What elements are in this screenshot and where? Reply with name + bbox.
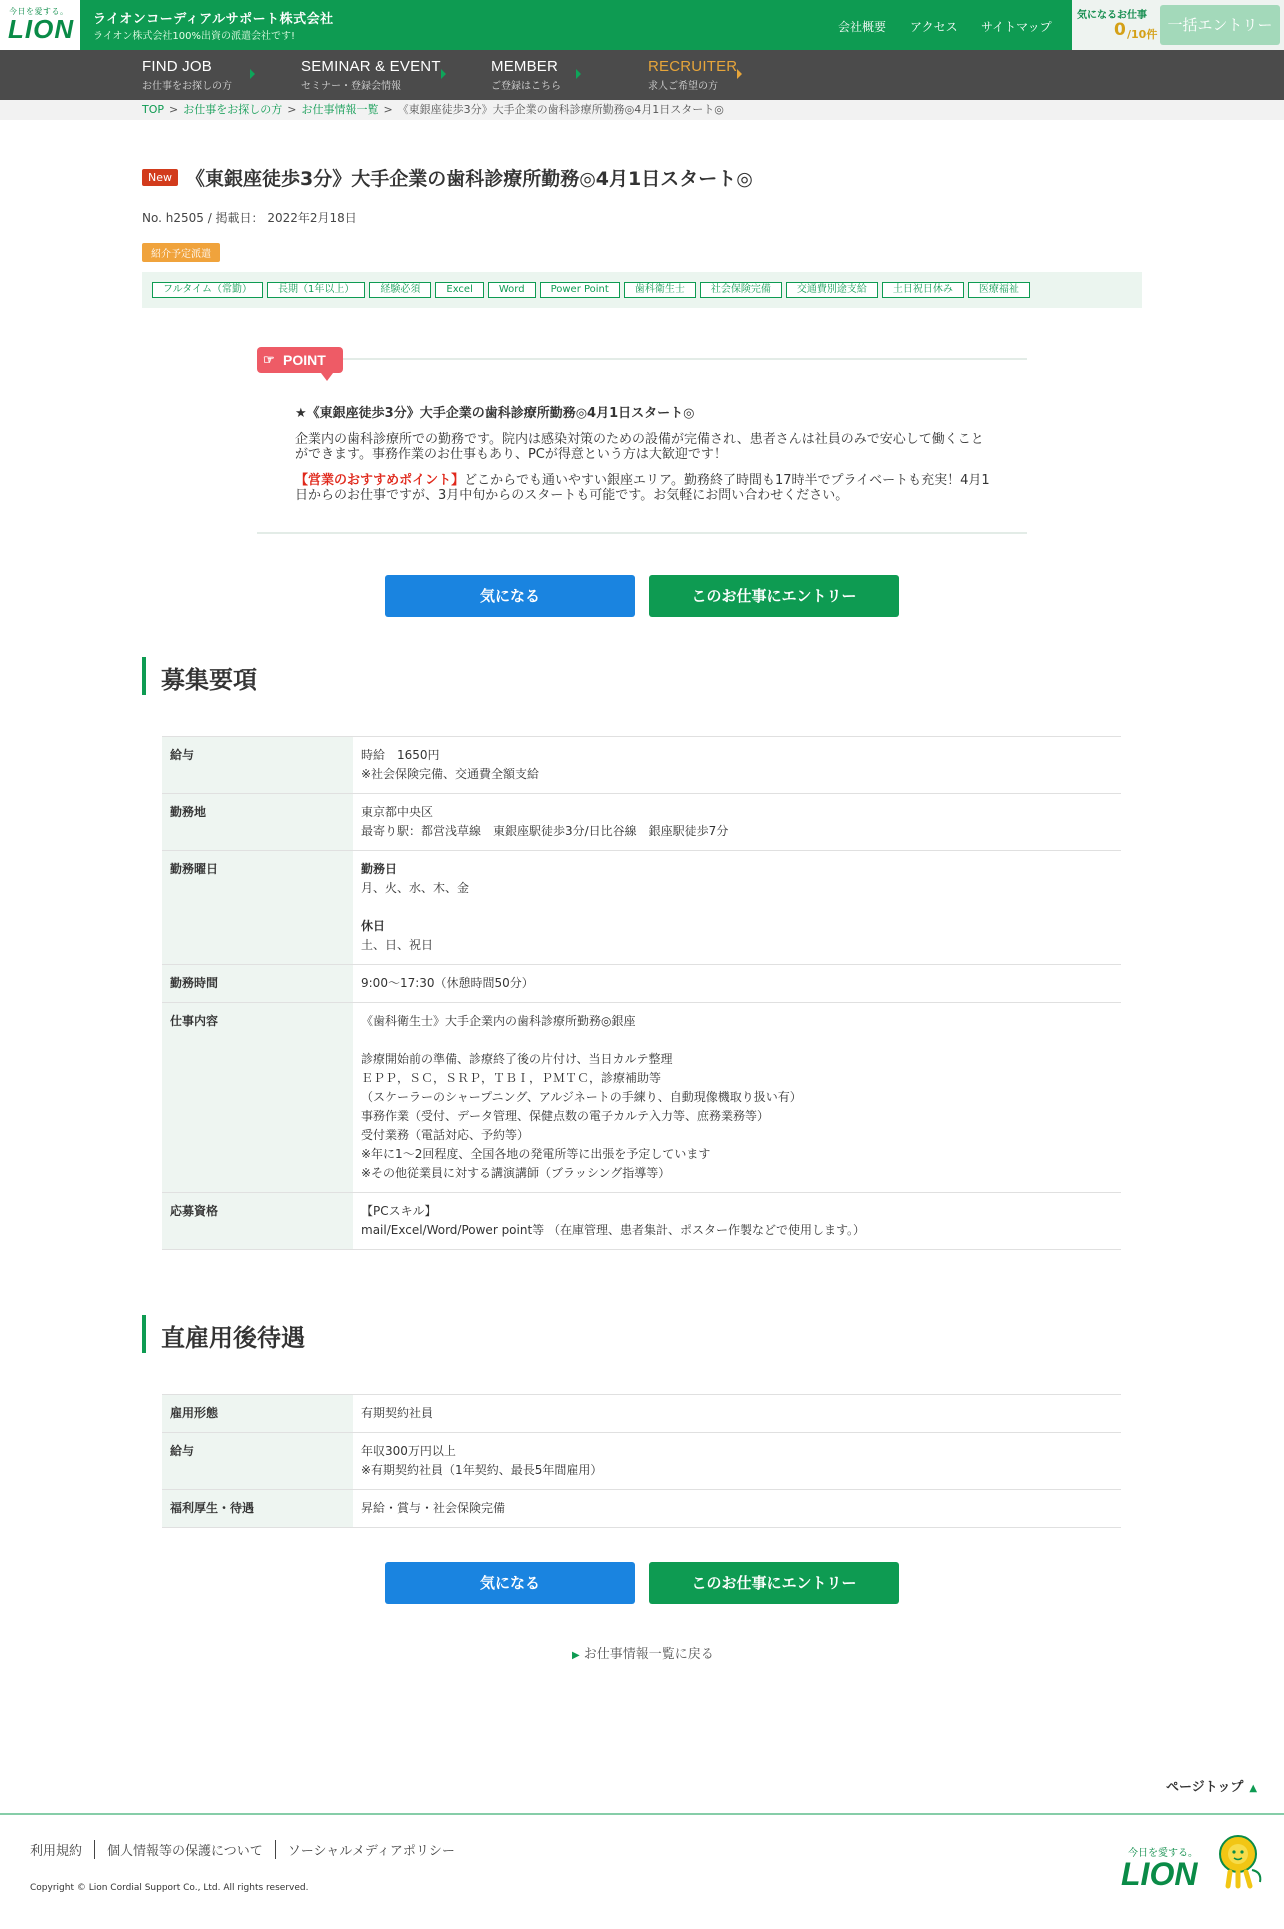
nav-sublabel: ご登録はこちら <box>491 81 561 92</box>
nav-arrow-icon <box>441 69 446 79</box>
job-tag: 経験必須 <box>369 282 431 298</box>
row-label: 給与 <box>162 1433 353 1490</box>
site-header <box>0 0 1284 50</box>
breadcrumb-separator: > <box>383 103 393 116</box>
table-row <box>162 851 1121 965</box>
page-top-link[interactable] <box>1166 1776 1257 1795</box>
job-tag: 長期（1年以上） <box>267 282 365 298</box>
logo-tagline: 今日を愛する。 <box>9 7 69 16</box>
header-link-company[interactable]: 会社概要 <box>838 20 887 34</box>
global-nav <box>0 50 1284 100</box>
entry-button[interactable]: このお仕事にエントリー <box>649 1562 899 1604</box>
point-divider-top <box>257 358 1027 360</box>
header-link-access[interactable]: アクセス <box>910 20 958 34</box>
recruitment-table <box>162 736 1121 1250</box>
breadcrumb <box>0 100 1284 120</box>
copyright: Copyright © Lion Cordial Support Co., Ltd. All rights reserved. <box>30 1883 309 1893</box>
row-label: 勤務地 <box>162 794 353 851</box>
row-label: 勤務曜日 <box>162 851 353 965</box>
breadcrumb-separator: > <box>169 103 179 116</box>
nav-label: SEMINAR & EVENT <box>301 58 441 75</box>
footer-link-privacy[interactable]: 個人情報等の保護について <box>94 1840 275 1859</box>
nav-arrow-icon <box>576 69 581 79</box>
row-label: 勤務時間 <box>162 965 353 1003</box>
point-sales-note <box>295 473 995 503</box>
table-row <box>162 1395 1121 1433</box>
favorite-jobs-panel <box>1072 0 1284 50</box>
table-row <box>162 1003 1121 1193</box>
job-tag: 土日祝日休み <box>882 282 964 298</box>
point-divider-bottom <box>257 532 1027 534</box>
lion-logo[interactable] <box>0 0 80 50</box>
breadcrumb-top[interactable]: TOP <box>142 103 165 116</box>
point-badge <box>257 347 343 373</box>
row-value: 【PCスキル】 mail/Excel/Word/Power point等 （在庫管理、患者集計、ポスター作製などで使用します。） <box>353 1193 1121 1250</box>
nav-recruiter[interactable] <box>648 58 737 92</box>
entry-button[interactable]: このお仕事にエントリー <box>649 575 899 617</box>
nav-sublabel: お仕事をお探しの方 <box>142 81 232 92</box>
table-row <box>162 794 1121 851</box>
favorite-count: 0 <box>1114 20 1126 40</box>
footer-logo-word: LION <box>1121 1856 1198 1892</box>
recruitment-section-title: 募集要項 <box>161 666 257 694</box>
row-label: 給与 <box>162 737 353 794</box>
workday-value: 月、火、水、木、金 <box>361 881 470 895</box>
breadcrumb-job-list[interactable]: お仕事情報一覧 <box>301 103 379 116</box>
nav-member[interactable] <box>491 58 561 92</box>
point-description: 企業内の歯科診療所での勤務です。院内は感染対策のための設備が完備され、患者さんは社員のみで安心して働くことができます。事務作業のお仕事もあり、PCが得意という方は大歓迎です！ <box>295 432 984 462</box>
point-sales-label: 【営業のおすすめポイント】 <box>295 473 465 488</box>
nav-arrow-icon <box>737 69 742 79</box>
nav-label: RECRUITER <box>648 58 738 75</box>
new-badge: New <box>142 169 178 186</box>
breadcrumb-find-job[interactable]: お仕事をお探しの方 <box>183 103 283 116</box>
row-value: 《歯科衛生士》大手企業内の歯科診療所勤務◎銀座 診療開始前の準備、診療終了後の片付け、当日カルテ整理 ＥＰＰ，ＳＣ，ＳＲＰ，ＴＢＩ，ＰＭＴＣ，診療補助等 （スケーラーのシャープニング、アルジネートの手練り、自動現像機取り扱い有） 事務作業（受付、データ管理、保健点数の電子カルテ入力等、庶務業務等） 受付業務（電話対応、予約等） ※年に1～2回程度、全国各地の発電所等に出張を予定しています ※その他従業員に対する講演講師（ブラッシング指導等） <box>353 1003 1121 1193</box>
footer-divider <box>0 1813 1284 1815</box>
row-value: 年収300万円以上 ※有期契約社員（1年契約、最長5年間雇用） <box>353 1433 1121 1490</box>
breadcrumb-separator: > <box>287 103 297 116</box>
footer-link-social-media[interactable]: ソーシャルメディアポリシー <box>275 1840 467 1859</box>
nav-label: MEMBER <box>491 58 559 75</box>
direct-hire-section-title: 直雇用後待遇 <box>161 1324 305 1352</box>
nav-arrow-icon <box>250 69 255 79</box>
job-tag: Excel <box>435 282 484 298</box>
logo-word: LION <box>8 14 75 44</box>
nav-label: FIND JOB <box>142 58 212 75</box>
row-value: 昇給・賞与・社会保険完備 <box>353 1490 1121 1528</box>
section-accent-bar <box>142 657 146 695</box>
job-title: 《東銀座徒歩3分》大手企業の歯科診療所勤務◎4月1日スタート◎ <box>186 168 753 190</box>
direct-hire-table <box>162 1394 1121 1528</box>
row-label: 仕事内容 <box>162 1003 353 1193</box>
back-to-list-label: お仕事情報一覧に戻る <box>583 1647 714 1662</box>
row-label: 応募資格 <box>162 1193 353 1250</box>
table-row <box>162 1490 1121 1528</box>
table-row <box>162 737 1121 794</box>
footer-logo-tagline: 今日を愛する。 <box>1128 1848 1198 1859</box>
job-tag: 交通費別途支給 <box>786 282 878 298</box>
back-to-list-link[interactable] <box>572 1643 714 1662</box>
breadcrumb-current: 《東銀座徒歩3分》大手企業の歯科診療所勤務◎4月1日スタート◎ <box>397 103 724 116</box>
job-tag: フルタイム（常勤） <box>152 282 263 298</box>
job-meta: No. h2505 / 掲載日： 2022年2月18日 <box>142 211 357 225</box>
arrow-up-icon: ▲ <box>1249 1783 1258 1794</box>
job-tag: Power Point <box>540 282 620 298</box>
nav-sublabel: 求人ご希望の方 <box>648 81 718 92</box>
favorite-button[interactable]: 気になる <box>385 1562 635 1604</box>
table-row <box>162 965 1121 1003</box>
row-label: 福利厚生・待遇 <box>162 1490 353 1528</box>
section-accent-bar <box>142 1315 146 1353</box>
job-tag: Word <box>488 282 536 298</box>
job-tags <box>142 272 1142 308</box>
job-tag: 歯科衛生士 <box>624 282 696 298</box>
footer-links <box>30 1840 467 1859</box>
employment-type-badge: 紹介予定派遣 <box>142 243 220 262</box>
nav-find-job[interactable] <box>142 58 232 92</box>
holiday-heading: 休日 <box>361 919 386 933</box>
favorite-button[interactable]: 気になる <box>385 575 635 617</box>
row-value <box>353 851 1121 965</box>
job-tag: 医療福祉 <box>968 282 1030 298</box>
header-link-sitemap[interactable]: サイトマップ <box>981 20 1052 34</box>
row-value: 有期契約社員 <box>353 1395 1121 1433</box>
point-sales-text: どこからでも通いやすい銀座エリア。勤務終了時間も17時半でプライベートも充実！4月1日からのお仕事ですが、3月中旬からのスタートも可能です。お気軽にお問い合わせください。 <box>295 473 990 503</box>
row-value: 東京都中央区 最寄り駅：都営浅草線 東銀座駅徒歩3分/日比谷線 銀座駅徒歩7分 <box>353 794 1121 851</box>
row-value: 9:00～17:30（休憩時間50分） <box>353 965 1121 1003</box>
table-row <box>162 1193 1121 1250</box>
row-label: 雇用形態 <box>162 1395 353 1433</box>
bulk-entry-button[interactable]: 一括エントリー <box>1160 5 1280 45</box>
row-value: 時給 1650円 ※社会保険完備、交通費全額支給 <box>353 737 1121 794</box>
workday-heading: 勤務日 <box>361 862 398 876</box>
footer-link-terms[interactable]: 利用規約 <box>30 1844 83 1859</box>
favorite-jobs-title[interactable]: 気になるお仕事 <box>1077 10 1147 21</box>
chevron-right-icon: ▶ <box>572 1650 580 1661</box>
nav-seminar-event[interactable] <box>301 58 441 92</box>
company-subtitle: ライオン株式会社100%出資の派遣会社です! <box>93 31 295 42</box>
nav-sublabel: セミナー・登録会情報 <box>301 81 401 92</box>
page-top-label: ページトップ <box>1166 1780 1244 1795</box>
table-row <box>162 1433 1121 1490</box>
point-heading: ★《東銀座徒歩3分》大手企業の歯科診療所勤務◎4月1日スタート◎ <box>295 406 695 421</box>
favorite-total: /10件 <box>1127 28 1158 41</box>
holiday-value: 土、日、祝日 <box>361 938 434 952</box>
lion-mascot-icon <box>1208 1830 1268 1890</box>
point-badge-label: POINT <box>283 352 326 368</box>
job-tag: 社会保険完備 <box>700 282 782 298</box>
company-name[interactable]: ライオンコーディアルサポート株式会社 <box>93 12 334 27</box>
pointing-hand-icon: ☞ <box>263 352 275 367</box>
